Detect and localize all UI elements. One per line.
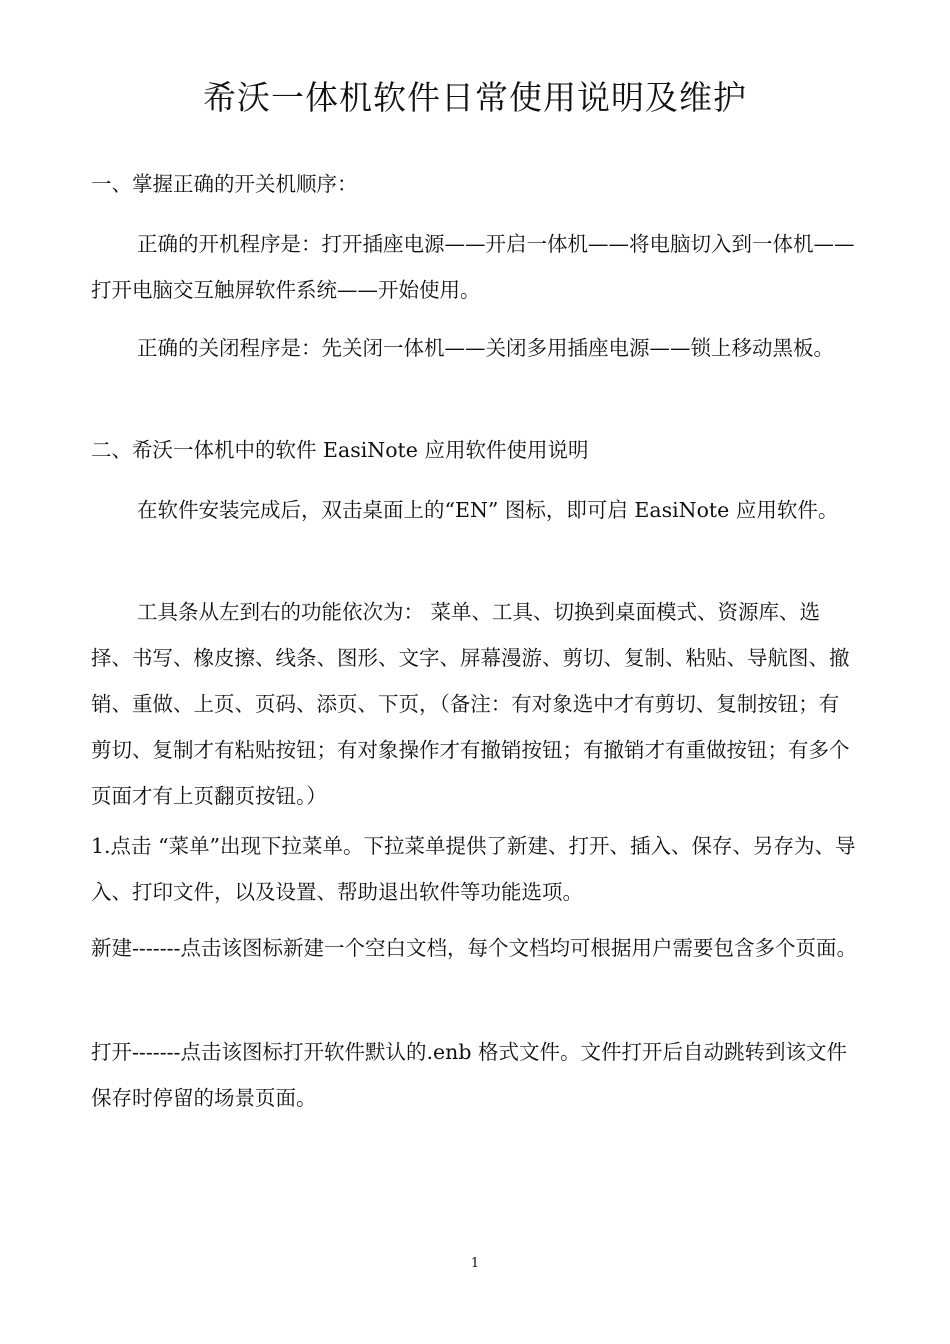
page-number: 1 — [470, 1256, 480, 1271]
paragraph-new: 新建-------点击该图标新建一个空白文档，每个文档均可根据用户需要包含多个页面。 — [91, 936, 857, 960]
section-heading-1: 一、掌握正确的开关机顺序： — [91, 172, 358, 196]
paragraph-power-off: 正确的关闭程序是：先关闭一体机——关闭多用插座电源——锁上移动黑板。 — [137, 336, 834, 360]
paragraph-launch: 在软件安装完成后，双击桌面上的“EN” 图标，即可启 EasiNote 应用软件。 — [137, 498, 839, 522]
document-title: 希沃一体机软件日常使用说明及维护 — [203, 78, 747, 117]
section-heading-2: 二、希沃一体机中的软件 EasiNote 应用软件使用说明 — [91, 438, 589, 462]
paragraph-menu: 1.点击 “菜单”出现下拉菜单。下拉菜单提供了新建、打开、插入、保存、另存为、导入、打印文件，以及设置、帮助退出软件等功能选项。 — [91, 834, 856, 904]
paragraph-toolbar: 工具条从左到右的功能依次为： 菜单、工具、切换到桌面模式、资源库、选择、书写、橡皮擦、线条、图形、文字、屏幕漫游、剪切、复制、粘贴、导航图、撤销、重做、上页、页码、添页、下页，（备注：有对象选中才有剪切、复制按钮；有剪切、复制才有粘贴按钮；有对象操作才有撤销按钮；有撤销才有重做按钮；有多个页面才有上页翻页按钮。） — [91, 600, 850, 808]
paragraph-open: 打开-------点击该图标打开软件默认的.enb 格式文件。文件打开后自动跳转到该文件保存时停留的场景页面。 — [91, 1040, 847, 1110]
paragraph-power-on: 正确的开机程序是：打开插座电源——开启一体机——将电脑切入到一体机——打开电脑交互触屏软件系统——开始使用。 — [91, 232, 855, 302]
